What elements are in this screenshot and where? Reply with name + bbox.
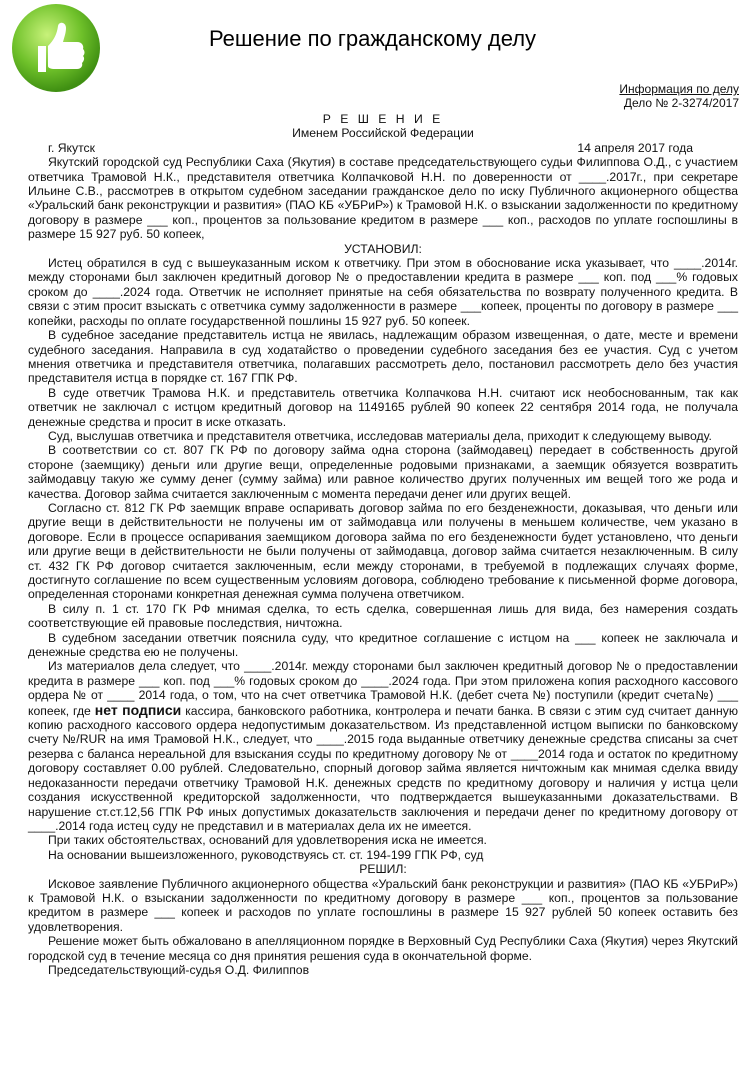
paragraph (28, 659, 738, 833)
paragraph: Исковое заявление Публичного акционерного общества «Уральский банк реконструкции и развития» (ПАО КБ «УБРиР») к Трамовой Н.К. о взыскании задолженности по кредитному договору в размере ___ коп., процентов за пользование кредитом в размере ___ копеек и расходов по уплате госпошлины в размере 15 927 рублей 50 копеек оставить без удовлетворения. (28, 876, 738, 934)
section-decided: РЕШИЛ: (359, 862, 407, 877)
city: г. Якутск (48, 140, 95, 155)
paragraph: Истец обратился в суд с вышеуказанным иском к ответчику. При этом в обоснование иска указывает, что ____.2014г. между сторонами был заключен кредитный договор № о предоставлении кредита в размере ___ коп. под ___% годовых сроком до ____.2024 года. Ответчик не исполняет принятые на себя обязательства по возврату полученного кредита. В связи с этим просит взыскать с ответчика сумму задолженности в размере ___копеек, проценты по договору в размере ___ копейки, расходы по оплате государственной пошлины 15 927 руб. 50 копеек. (28, 256, 738, 328)
judge-signature: Председательствующий-судья О.Д. Филиппов (48, 962, 310, 977)
decision-date: 14 апреля 2017 года (577, 140, 693, 155)
case-number: Дело № 2-3274/2017 (623, 96, 739, 110)
paragraph: Якутский городской суд Республики Саха (Якутия) в составе председательствующего судьи Филиппова О.Д., с участием ответчика Трамовой Н.К., представителя ответчика Колпачковой Н.Н. по доверенности от ____.2017г., при секретаре Ильине С.В., рассмотрев в открытом судебном заседании гражданское дело по иску Публичного акционерного общества «Уральский банк реконструкции и развития» (ПАО КБ «УБРиР») к Трамовой Н.К. о взыскании задолженности по кредитному договору в размере ___ коп., процентов за пользование кредитом в размере ___ коп., расходов по уплате госпошлины в размере 15 927 руб. 50 копеек, (28, 155, 738, 242)
paragraph: Решение может быть обжаловано в апелляционном порядке в Верховный Суд Республики Саха (Якутия) через Якутский городской суд в течение месяца со дня принятия решения суда в окончательной форме. (28, 934, 738, 963)
paragraph: В судебном заседании ответчик пояснила суду, что кредитное соглашение с истцом на ___ копеек не заключала и денежные средства ею не получены. (28, 630, 738, 660)
paragraph: На основании вышеизложенного, руководствуясь ст. ст. 194-199 ГПК РФ, суд (48, 847, 484, 862)
paragraph-text: кассира, банковского работника, контролера и печати банка. В связи с этим суд считает данную копию расходного кассового ордера недопустимым доказательством. Из представленной истцом выписки по банковскому счету №/RUR на имя Трамовой Н.К., следует, что ____.2015 года выданные ответчику денежные средства списаны за счет резерва с баланса нереальной для взыскания ссуды по кредитному договору № от ____2014 года и остаток по кредитному договору составляет 0.00 рублей. Следовательно, спорный договор займа является ничтожным как мнимая сделка ввиду недоказанности передачи ответчику Трамовой Н.К. денежных средств по кредитному договору и наличия у истца цели создания искусственной кредиторской задолженности, что подтверждается вышеуказанными доказательствами. В нарушение ст.ст.12,56 ГПК РФ иных допустимых доказательств заключения и передачи денег по кредитному договору от ____.2014 года истец суду не представил и в материалах дела их не имеется. (28, 703, 739, 833)
paragraph: В соответствии со ст. 807 ГК РФ по договору займа одна сторона (займодавец) передает в собственность другой стороне (заемщику) деньги или другие вещи, определенные родовыми признаками, а заемщик обязуется возвратить займодавцу такую же сумму денег (сумму займа) или равное количество других полученных им вещей того же рода и качества. Договор займа считается заключенным с момента передачи денег или других вещей. (28, 443, 738, 501)
paragraph: В суде ответчик Трамова Н.К. и представитель ответчика Колпачкова Н.Н. считают иск необоснованным, так как ответчик не заключал с истцом кредитный договор на 1149165 рублей 90 копеек 22 сентября 2014 года, не получала денежные средства и просит в иске отказать. (28, 385, 738, 429)
section-established: УСТАНОВИЛ: (344, 241, 422, 256)
paragraph-text: Из материалов дела следует, что ____.2014г. между сторонами был заключен кредитный договор № о предоставлении кредита в размере ___ коп. под ___% годовых сроком до ____.2024 года. При этом приложена копия расходного кассового ордера № от ____ 2014 года, о том, что на счет ответчика Трамовой Н.К. (дебет счета №) поступили (кредит счета№) ___ копеек, где (28, 659, 738, 718)
case-info (619, 82, 739, 110)
paragraph: Согласно ст. 812 ГК РФ заемщик вправе оспаривать договор займа по его безденежности, доказывая, что деньги или другие вещи в действительности не получены им от займодавца или получены в меньшем количестве, чем указано в договоре. Если в процессе оспаривания заемщиком договора займа по его безденежности будет установлено, что деньги или другие вещи в действительности не были получены от займодавца, договор займа считается незаключенным. В силу ст. 432 ГК РФ договор считается заключенным, если между сторонами, в требуемой в подлежащих случаях форме, достигнуто соглашение по всем существенным условиям договора, соблюдено требование к письменной форме договора, определенная сторонами конкретная денежная сумма получена ответчиком. (28, 500, 738, 602)
paragraph: В силу п. 1 ст. 170 ГК РФ мнимая сделка, то есть сделка, совершенная лишь для вида, без намерения создать соответствующие ей правовые последствия, ничтожна. (28, 601, 738, 631)
date-line (28, 141, 738, 155)
paragraph: Суд, выслушав ответчика и представителя ответчика, исследовав материалы дела, приходит к следующему выводу. (48, 428, 712, 443)
emphasis-no-signature: нет подписи (94, 701, 182, 718)
paragraph: В судебное заседание представитель истца не явилась, надлежащим образом извещенная, о дате, месте и времени судебного заседания. Направила в суд ходатайство о проведении судебного заседания без ее участия. Суд с учетом мнения ответчика и представителя ответчика, полагавших рассмотреть дело, постановил рассмотреть дело без участия представителя истца в порядке ст. 167 ГПК РФ. (28, 328, 738, 386)
decision-heading: Р Е Ш Е Н И Е (322, 112, 444, 126)
page-title: Решение по гражданскому делу (208, 26, 537, 51)
decision-document (28, 112, 738, 977)
case-info-link[interactable]: Информация по делу (619, 82, 739, 96)
decision-subheading: Именем Российской Федерации (292, 126, 474, 141)
paragraph: При таких обстоятельствах, оснований для удовлетворения иска не имеется. (48, 833, 487, 848)
